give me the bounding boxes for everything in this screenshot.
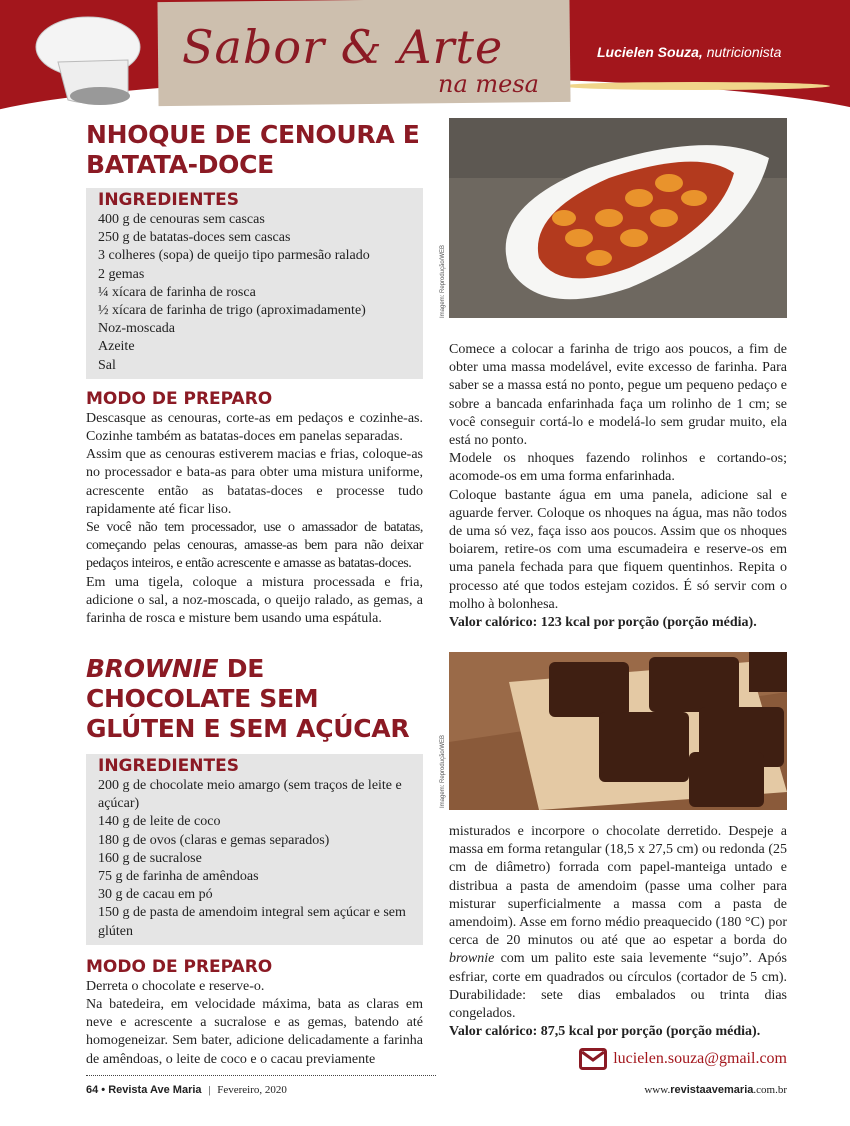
photo-credit: Imagem: Reprodução/WEB <box>440 244 446 318</box>
recipe2-left-column <box>86 654 423 1069</box>
ingredient-item: 180 g de ovos (claras e gemas separados) <box>98 832 330 848</box>
recipe1-right-column <box>449 341 787 632</box>
method-paragraph: Se você não tem processador, use o amassador de batatas, começando pelas cenouras, amasse-as bem para não deixar pedaços inteiros, e então acrescente e amasse as batatas-doces. <box>86 520 423 572</box>
gnocchi-photo <box>449 118 787 318</box>
email-link[interactable]: lucielen.souza@gmail.com <box>613 1050 787 1067</box>
envelope-icon <box>579 1048 607 1070</box>
footer-url[interactable]: www.revistaavemaria.com.br <box>644 1084 787 1096</box>
ingredient-item: 250 g de batatas-doces sem cascas <box>98 230 291 246</box>
ingredient-item: 30 g de cacau em pó <box>98 887 213 903</box>
ingredient-item: Noz-moscada <box>98 321 175 337</box>
ingredient-item: ½ xícara de farinha de trigo (aproximadamente) <box>98 303 366 319</box>
calories: Valor calórico: 123 kcal por porção (porção média). <box>449 615 757 631</box>
ingredient-item: 150 g de pasta de amendoim integral sem açúcar e sem glúten <box>98 905 406 939</box>
section-logo-sub: na mesa <box>438 70 539 98</box>
method-paragraph: Em uma tigela, coloque a mistura processada e fria, adicione o sal, a noz-moscada, o queijo ralado, as gemas, a farinha de rosca e misture bem usando uma espátula. <box>86 574 423 627</box>
recipe2-ingredients-box <box>86 754 423 945</box>
footer-divider <box>86 1075 436 1076</box>
ingredient-item: 3 colheres (sopa) de queijo tipo parmesão ralado <box>98 248 370 264</box>
ingredient-item: Sal <box>98 357 116 373</box>
ingredient-item: ¼ xícara de farinha de rosca <box>98 284 256 300</box>
author-credit: Lucielen Souza, nutricionista <box>597 44 782 60</box>
method-paragraph: Derreta o chocolate e reserve-o. <box>86 978 265 994</box>
method-heading: MODO DE PREPARO <box>86 388 273 409</box>
recipe2-right-column <box>449 823 787 1041</box>
ingredients-heading: INGREDIENTES <box>98 190 239 210</box>
method-paragraph: misturados e incorpore o chocolate derretido. Despeje a massa em forma retangular (18,5 x 27,5 cm) ou redonda (25 cm de diâmetro) forrada com papel-manteiga untado e distribua a pasta de amendoim (passe uma colher para misturar superficialmente a massa com a pasta de amendoim). Asse em forno médio preaquecido (180 °C) por cerca de 20 minutos ou até que ao espetar a borda do brownie com um palito este saia levemente “sujo”. Após esfriar, corte em quadrados ou círculos (cortador de 5 cm). Durabilidade: sete dias embalados ou trinta dias congelados. <box>449 824 787 1022</box>
method-paragraph: Modele os nhoques fazendo rolinhos e cortando-os; acomode-os em uma forma enfarinhada. <box>449 451 787 485</box>
method-paragraph: Assim que as cenouras estiverem macias e frias, coloque-as no processador e bata-as para obter uma mistura uniforme, acrescente então as batatas-doces e processe tudo rapidamente até ficar liso. <box>86 447 423 517</box>
method-paragraph: Coloque bastante água em uma panela, adicione sal e aguarde ferver. Coloque os nhoques na água, mas não todos de uma só vez, faça isso aos poucos. Assim que os nhoques boiarem, retire-os com uma escumadeira e reserve-os em uma panela fechada para que fiquem quentinhos. Repita o processo até que todos estejam cozidos. É só servir com o molho à bolonhesa. <box>449 487 787 612</box>
page-header <box>0 0 850 110</box>
recipe1-title: NHOQUE DE CENOURA E BATATA-DOCE <box>86 120 420 179</box>
ingredient-item: 140 g de leite de coco <box>98 814 221 830</box>
method-heading: MODO DE PREPARO <box>86 956 273 977</box>
method-paragraph: Descasque as cenouras, corte-as em pedaços e cozinhe-as. Cozinhe também as batatas-doces em panelas separadas. <box>86 410 423 445</box>
ingredients-heading: INGREDIENTES <box>98 756 239 776</box>
chef-hat-icon <box>28 12 148 107</box>
recipe2-title: BROWNIE DE CHOCOLATE SEM GLÚTEN E SEM AÇÚCAR <box>86 654 410 743</box>
brownie-photo <box>449 652 787 810</box>
ingredient-item: 160 g de sucralose <box>98 850 202 866</box>
calories: Valor calórico: 87,5 kcal por porção (porção média). <box>449 1024 761 1040</box>
ingredient-item: 75 g de farinha de amêndoas <box>98 869 259 885</box>
footer-left: 64 • Revista Ave Maria | Fevereiro, 2020 <box>86 1084 287 1096</box>
contact-email[interactable] <box>579 1048 787 1070</box>
photo-credit: Imagem: Reprodução/WEB <box>440 734 446 808</box>
ingredient-item: Azeite <box>98 339 135 355</box>
recipe1-left-column <box>86 120 423 628</box>
method-paragraph: Comece a colocar a farinha de trigo aos poucos, a fim de obter uma massa modelável, evite excesso de farinha. Para saber se a massa está no ponto, pegue um pequeno pedaço e sobre a bancada enfarinhada faça um rolinho de 1 cm; se você conseguir cortá-lo e modelá-lo sem grudar muito, ela está no ponto. <box>449 342 787 449</box>
section-logo: Sabor & Arte <box>182 20 504 74</box>
recipe1-ingredients-box <box>86 188 423 379</box>
method-paragraph: Na batedeira, em velocidade máxima, bata as claras em neve e acrescente a sucralose e as gemas, batendo até homogeneizar. Sem bater, adicione delicadamente a farinha de amêndoas, o leite de coco e o cacau previamente <box>86 997 423 1067</box>
ingredient-item: 400 g de cenouras sem cascas <box>98 212 265 227</box>
ingredient-item: 200 g de chocolate meio amargo (sem traços de leite e açúcar) <box>98 778 402 812</box>
ingredient-item: 2 gemas <box>98 266 145 282</box>
